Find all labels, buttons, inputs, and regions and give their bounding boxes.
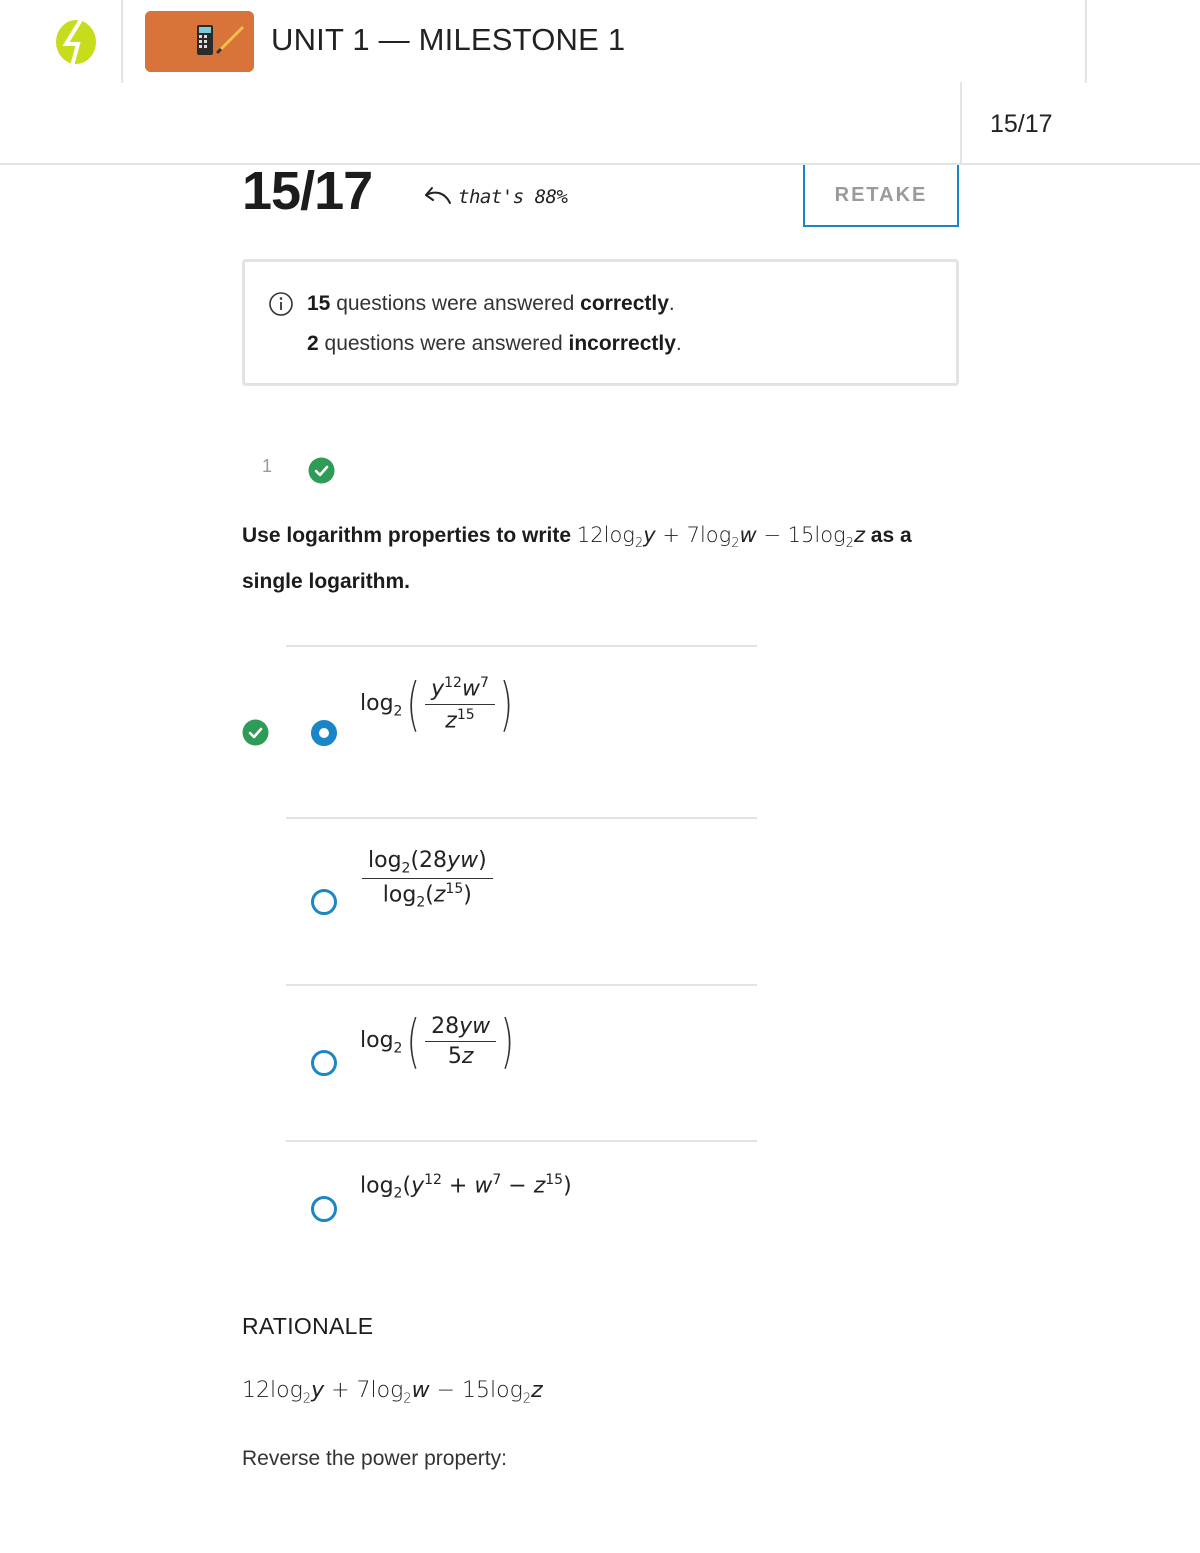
score-note <box>418 185 567 209</box>
results-summary <box>242 259 959 386</box>
info-icon <box>268 291 294 317</box>
option-d-expression[interactable]: $\log_2(y^{12} + w^7 - z^{15})$ <box>360 1172 572 1202</box>
question-expression: $12\log_2y + 7\log_2w - 15\log_2z$ <box>576 523 865 552</box>
unit-thumbnail <box>145 11 254 72</box>
correct-answer-check-icon <box>242 719 269 746</box>
option-c-radio[interactable] <box>311 1050 337 1076</box>
calculator-pencil-icon <box>145 11 254 72</box>
rationale-step: Reverse the power property: <box>242 1447 507 1470</box>
question-prompt: Use logarithm properties to write $12\log_2y + 7\log_2w - 15\log_2z$ as a single logarithm. <box>242 523 912 594</box>
incorrect-summary: 2 questions were answered incorrectly. <box>307 332 682 355</box>
score-divider <box>960 82 962 164</box>
sophia-logo-icon[interactable] <box>52 12 100 72</box>
header-score: 15/17 <box>990 110 1053 138</box>
correct-check-icon <box>308 457 335 484</box>
option-b-expression[interactable]: $\frac{\log_2(28yw)}{\log_2(z^{15})}$ <box>362 848 493 911</box>
header-divider <box>121 0 123 83</box>
option-divider <box>286 645 757 647</box>
option-a-radio[interactable] <box>311 720 337 746</box>
retake-button[interactable]: RETAKE <box>803 165 959 227</box>
rationale-expression: $12\log_2y + 7\log_2w - 15\log_2z$ <box>242 1378 543 1407</box>
option-c-expression[interactable]: $\log_2$( $\frac{28yw}{5z}$ ) <box>360 1007 515 1075</box>
option-divider <box>286 817 757 819</box>
question-number[interactable]: 1 <box>262 456 273 476</box>
curved-arrow-icon <box>418 185 452 209</box>
page-title: UNIT 1 — MILESTONE 1 <box>271 22 626 57</box>
score-value: 15/17 <box>242 161 373 221</box>
option-divider <box>286 1140 757 1142</box>
header-divider-right <box>1085 0 1087 83</box>
correct-summary: 15 questions were answered correctly. <box>307 292 675 315</box>
rationale-heading: RATIONALE <box>242 1313 374 1339</box>
option-d-radio[interactable] <box>311 1196 337 1222</box>
score-percent-note: that's 88% <box>458 186 568 208</box>
option-b-radio[interactable] <box>311 889 337 915</box>
header-bottom-border <box>0 163 1200 165</box>
option-divider <box>286 984 757 986</box>
option-a-expression[interactable]: $\log_2$( $\frac{y^{12}w^7}{z^{15}}$ ) <box>360 670 514 738</box>
